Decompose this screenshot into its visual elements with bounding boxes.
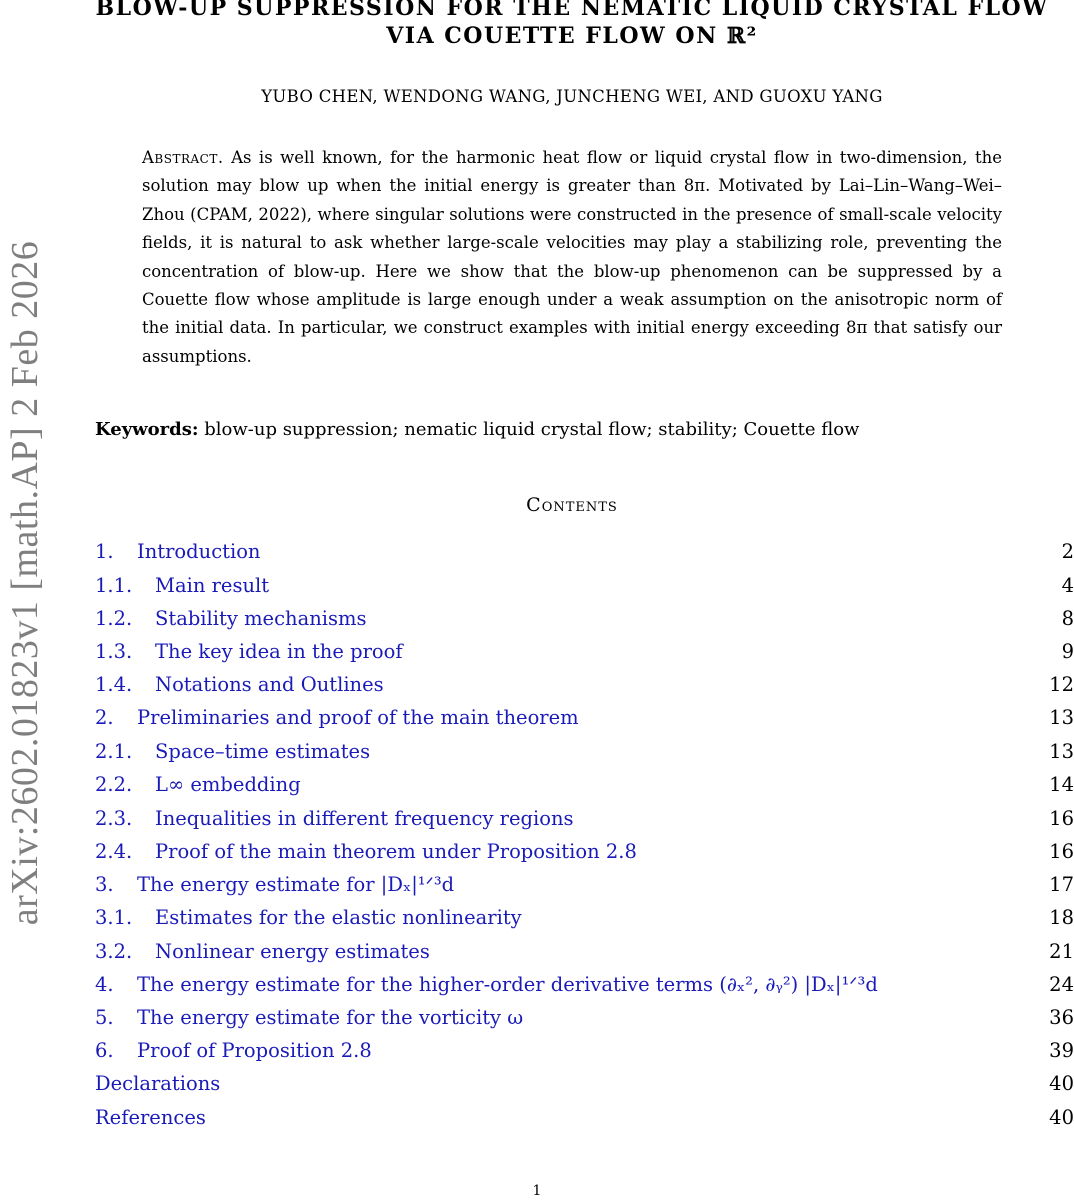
toc-entry[interactable] <box>95 1106 1074 1139</box>
toc-entry-page: 2 <box>1061 540 1074 563</box>
title-line-2: VIA COUETTE FLOW ON ℝ² <box>386 23 758 49</box>
toc-entry-link[interactable]: Proof of the main theorem under Proposition 2.8 <box>155 840 637 863</box>
arxiv-identifier: arXiv:2602.01823v1 [math.AP] 2 Feb 2026 <box>4 240 46 926</box>
toc-entry[interactable] <box>95 540 1074 573</box>
toc-entry-number: 1.2. <box>95 607 133 630</box>
toc-entry-number: 4. <box>95 973 114 996</box>
toc-entry-number: 3. <box>95 873 114 896</box>
toc-entry[interactable] <box>95 740 1074 773</box>
title-line-1: BLOW-UP SUPPRESSION FOR THE NEMATIC LIQUID CRYSTAL FLOW <box>95 0 1049 21</box>
toc-entry-number: 2.1. <box>95 740 133 763</box>
toc-entry[interactable] <box>95 706 1074 739</box>
keywords <box>95 419 1055 440</box>
toc-entry-page: 24 <box>1049 973 1074 996</box>
toc-entry-number: 6. <box>95 1039 114 1062</box>
paper-title <box>60 0 1074 50</box>
keywords-label: Keywords: <box>95 419 199 440</box>
toc-entry[interactable] <box>95 1072 1074 1105</box>
toc-entry-link[interactable]: Proof of Proposition 2.8 <box>137 1039 372 1062</box>
toc-entry-number: 2.4. <box>95 840 133 863</box>
toc-entry[interactable] <box>95 607 1074 640</box>
toc-entry-link[interactable]: References <box>95 1106 206 1129</box>
toc-entry-link[interactable]: Notations and Outlines <box>155 673 384 696</box>
toc-entry-link[interactable]: L∞ embedding <box>155 773 301 796</box>
toc-entry-link[interactable]: Introduction <box>137 540 261 563</box>
toc-entry-number: 1.1. <box>95 574 133 597</box>
abstract <box>142 144 1002 371</box>
toc-entry-page: 21 <box>1049 940 1074 963</box>
authors: YUBO CHEN, WENDONG WANG, JUNCHENG WEI, AND GUOXU YANG <box>261 87 883 106</box>
toc-entry-page: 40 <box>1049 1106 1074 1129</box>
toc-entry-number: 5. <box>95 1006 114 1029</box>
toc-entry-page: 4 <box>1061 574 1074 597</box>
toc-entry-link[interactable]: The key idea in the proof <box>155 640 403 663</box>
contents-heading: Contents <box>526 494 618 516</box>
toc-entry-number: 1. <box>95 540 114 563</box>
keywords-text: blow-up suppression; nematic liquid crystal flow; stability; Couette flow <box>204 419 860 440</box>
toc-entry-link[interactable]: Estimates for the elastic nonlinearity <box>155 906 522 929</box>
toc-entry-number: 3.1. <box>95 906 133 929</box>
toc-entry[interactable] <box>95 1006 1074 1039</box>
toc-entry[interactable] <box>95 873 1074 906</box>
toc-entry-page: 18 <box>1049 906 1074 929</box>
toc-entry-link[interactable]: The energy estimate for the vorticity ω <box>137 1006 524 1029</box>
toc-entry[interactable] <box>95 574 1074 607</box>
toc-entry-page: 14 <box>1049 773 1074 796</box>
toc-entry-number: 2.3. <box>95 807 133 830</box>
toc-entry[interactable] <box>95 640 1074 673</box>
abstract-label: Abstract. <box>142 148 224 167</box>
toc-entry[interactable] <box>95 840 1074 873</box>
toc-entry[interactable] <box>95 940 1074 973</box>
toc-entry-link[interactable]: Inequalities in different frequency regions <box>155 807 574 830</box>
toc-entry-link[interactable]: Space–time estimates <box>155 740 371 763</box>
toc-entry-page: 13 <box>1049 740 1074 763</box>
toc-entry[interactable] <box>95 1039 1074 1072</box>
toc-entry-link[interactable]: Nonlinear energy estimates <box>155 940 430 963</box>
toc-entry-link[interactable]: The energy estimate for |Dₓ|¹ᐟ³d <box>137 873 455 896</box>
toc-entry-number: 2.2. <box>95 773 133 796</box>
toc-entry-page: 40 <box>1049 1072 1074 1095</box>
toc-entry-page: 39 <box>1049 1039 1074 1062</box>
toc-entry-page: 8 <box>1061 607 1074 630</box>
toc-entry-number: 2. <box>95 706 114 729</box>
toc-entry-link[interactable]: Main result <box>155 574 270 597</box>
toc-entry-number: 1.4. <box>95 673 133 696</box>
toc-entry-link[interactable]: Stability mechanisms <box>155 607 367 630</box>
toc-entry-page: 9 <box>1061 640 1074 663</box>
toc-entry-page: 13 <box>1049 706 1074 729</box>
toc-entry-page: 17 <box>1049 873 1074 896</box>
page-number: 1 <box>532 1183 542 1199</box>
toc-entry-number: 1.3. <box>95 640 133 663</box>
toc-entry-page: 36 <box>1049 1006 1074 1029</box>
toc-entry[interactable] <box>95 773 1074 806</box>
toc-entry[interactable] <box>95 906 1074 939</box>
abstract-text: As is well known, for the harmonic heat flow or liquid crystal flow in two-dimension, the solution may blow up when the initial energy is greater than 8π. Motivated by Lai–Lin–Wang–Wei–Zhou (CPAM, 2022), where singular solutions were constructed in the presence of small-scale velocity fields, it is natural to ask whether large-scale velocities may play a stabilizing role, preventing the concentration of blow-up. Here we show that the blow-up phenomenon can be suppressed by a Couette flow whose amplitude is large enough under a weak assumption on the anisotropic norm of the initial data. In particular, we construct examples with initial energy exceeding 8π that satisfy our assumptions. <box>142 148 1002 366</box>
toc-entry-number: 3.2. <box>95 940 133 963</box>
toc-entry-page: 16 <box>1049 807 1074 830</box>
toc-entry-page: 12 <box>1049 673 1074 696</box>
toc-entry[interactable] <box>95 673 1074 706</box>
toc-entry[interactable] <box>95 807 1074 840</box>
toc-entry[interactable] <box>95 973 1074 1006</box>
toc-entry-link[interactable]: The energy estimate for the higher-order derivative terms (∂ₓ², ∂ᵧ²) |Dₓ|¹ᐟ³d <box>137 973 878 996</box>
toc-entry-link[interactable]: Preliminaries and proof of the main theorem <box>137 706 579 729</box>
toc-entry-link[interactable]: Declarations <box>95 1072 221 1095</box>
toc-entry-page: 16 <box>1049 840 1074 863</box>
